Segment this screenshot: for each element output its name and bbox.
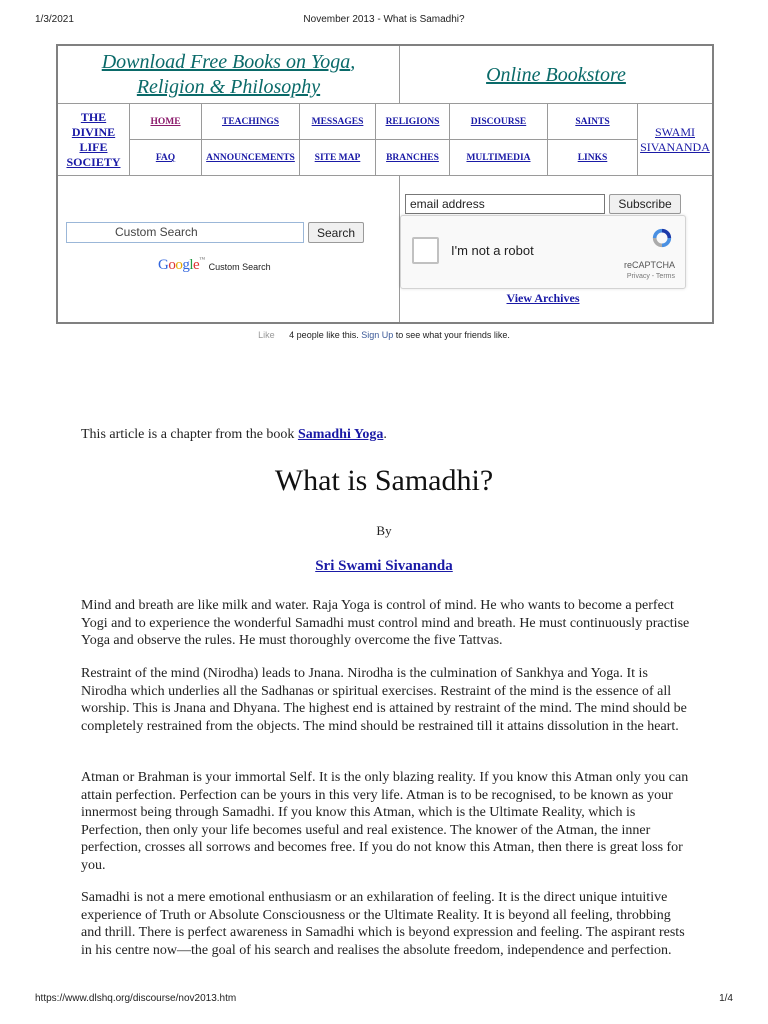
nav-cell-saints: [548, 104, 638, 140]
print-url: https://www.dlshq.org/discourse/nov2013.htm: [35, 993, 237, 1004]
nav-cell-teachings: [202, 104, 300, 140]
divine-life-society-link[interactable]: THE DIVINE LIFE SOCIETY: [66, 110, 121, 169]
google-logo: Google™: [158, 257, 205, 273]
nav-cell-religions: [376, 104, 450, 140]
recaptcha-label: I'm not a robot: [451, 243, 534, 258]
nav-cell-discourse: [450, 104, 548, 140]
download-books-cell: Download Free Books on Yoga, Religion & Philosophy: [58, 46, 400, 104]
nav-cell-announcements: [202, 140, 300, 176]
article-paragraph: Mind and breath are like milk and water. Raja Yoga is control of mind. He who wants to become a perfect Yogi and to experience the wonderful Samadhi must control mind and breath. He must continuously practise Yoga and observe the rules. He must thoroughly overcome the five Tattvas.: [81, 598, 690, 649]
recaptcha-icon: [651, 227, 673, 249]
nav-multimedia[interactable]: MULTIMEDIA: [466, 153, 531, 163]
download-books-link[interactable]: Download Free Books on Yoga: [101, 51, 351, 73]
book-link[interactable]: Samadhi Yoga: [297, 427, 384, 442]
print-date: 1/3/2021: [35, 14, 74, 25]
fb-signup-link[interactable]: Sign Up: [361, 330, 394, 340]
article-paragraph: Samadhi is not a mere emotional enthusiasm or an exhilaration of feeling. It is the direct unique intuitive experience of Truth or Absolute Consciousness or the Ultimate Reality. It is beyond all feeling, throbbing and thrill. There is perfect awareness in Samadhi which is beyond expression and feeling. The aspirant rests in his centre now—the goal of his search and realises the absolute freedom, independence and perfection.: [81, 890, 685, 958]
search-cell: [58, 176, 400, 322]
search-button[interactable]: Search: [308, 222, 364, 243]
nav-home[interactable]: HOME: [150, 116, 181, 127]
nav-branches[interactable]: BRANCHES: [386, 153, 439, 163]
banner-top-row: [58, 46, 712, 104]
article-title: What is Samadhi?: [274, 464, 494, 497]
print-page-number: 1/4: [719, 993, 733, 1004]
fb-like-count: 4 people like this.: [289, 330, 359, 340]
facebook-like-row: [0, 330, 768, 340]
bookstore-cell: [400, 46, 712, 104]
intro-text: This article is a chapter from the book: [81, 427, 295, 442]
nav-teachings[interactable]: TEACHINGS: [221, 116, 279, 127]
recaptcha-brand: reCAPTCHA: [623, 260, 675, 270]
fb-like-button[interactable]: Like: [258, 330, 275, 340]
online-bookstore-link[interactable]: Online Bookstore: [486, 63, 626, 86]
recaptcha-widget: [400, 215, 686, 289]
nav-cell-home: [130, 104, 202, 140]
religion-philosophy-link[interactable]: Religion & Philosophy: [136, 76, 321, 98]
nav-cell-links: [548, 140, 638, 176]
nav-faq[interactable]: FAQ: [155, 153, 176, 163]
print-title: November 2013 - What is Samadhi?: [303, 14, 465, 25]
nav-announcements[interactable]: ANNOUNCEMENTS: [206, 153, 295, 163]
view-archives-link[interactable]: View Archives: [506, 291, 580, 305]
article-byline: By: [376, 523, 392, 538]
google-custom-search-label: Custom Search: [208, 262, 271, 272]
nav-religions[interactable]: RELIGIONS: [385, 116, 440, 127]
subscribe-button[interactable]: Subscribe: [609, 194, 681, 214]
article-intro: This article is a chapter from the book Samadhi Yoga.: [81, 427, 387, 442]
recaptcha-terms[interactable]: Privacy - Terms: [626, 273, 675, 280]
recaptcha-checkbox[interactable]: [412, 237, 439, 264]
swami-sivananda-cell: [638, 104, 712, 176]
email-input[interactable]: email address: [405, 194, 605, 214]
dls-cell: [58, 104, 130, 176]
search-input[interactable]: Custom Search: [66, 222, 304, 243]
fb-signup-rest: to see what your friends like.: [395, 330, 510, 340]
nav-cell-faq: [130, 140, 202, 176]
nav-saints[interactable]: SAINTS: [575, 116, 610, 127]
nav-discourse[interactable]: DISCOURSE: [470, 116, 527, 127]
nav-row: [58, 104, 712, 176]
site-banner: [56, 44, 714, 324]
nav-cell-multimedia: [450, 140, 548, 176]
nav-site-map[interactable]: SITE MAP: [314, 153, 361, 163]
nav-links[interactable]: LINKS: [577, 153, 608, 163]
swami-sivananda-link[interactable]: SWAMI SIVANANDA: [640, 125, 710, 154]
banner-bottom-row: [58, 176, 712, 322]
google-custom-search-mark: [158, 257, 271, 274]
article-paragraph: Restraint of the mind (Nirodha) leads to Jnana. Nirodha is the culmination of Sankhya and Yoga. It is Nirodha which underlies all the Sadhanas or spiritual exercises. Restraint of the mind is the essence of all worship. This is Jnana and Dhyana. The highest end is attained by restraint of the mind. The mind should be completely restrained from the objects. The mind should be restrained till it attains dissolution in the heart.: [81, 666, 687, 734]
nav-cell-site-map: [300, 140, 376, 176]
nav-messages[interactable]: MESSAGES: [311, 116, 364, 127]
nav-grid: [130, 104, 638, 176]
author-link[interactable]: Sri Swami Sivananda: [315, 558, 453, 574]
article-paragraph: Atman or Brahman is your immortal Self. It is the only blazing reality. If you know this Atman only you can attain perfection. Perfection can be yours in this very life. Atman is to be recognised, to be known as your innermost being through Samadhi. If you know this Atman, which is the Ultimate Reality, which is Perfection, then only your life becomes useful and real existence. The knower of the Atman, the inner perfection, crosses all sorrows and becomes free. If you do not know this Atman, then there is great loss for you.: [81, 770, 689, 873]
nav-cell-branches: [376, 140, 450, 176]
nav-cell-messages: [300, 104, 376, 140]
subscribe-cell: [400, 176, 712, 322]
